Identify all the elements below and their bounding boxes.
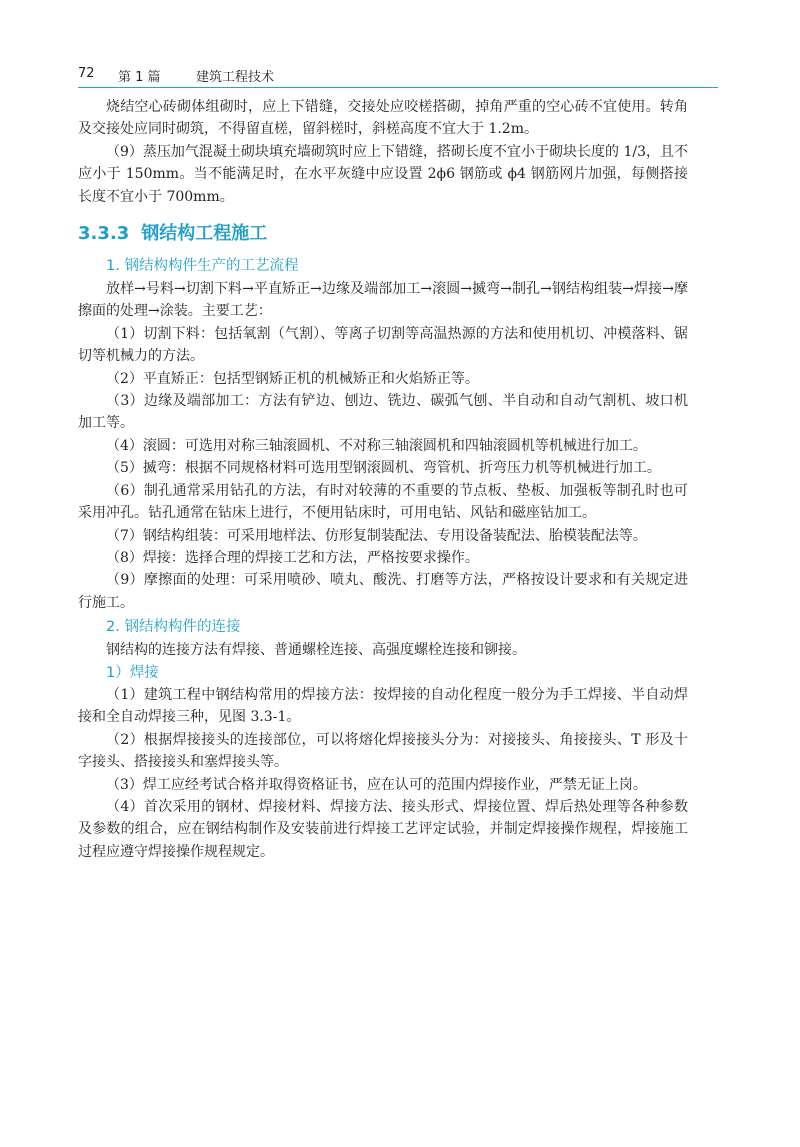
body-paragraph: （1）建筑工程中钢结构常用的焊接方法：按焊接的自动化程度一般分为手工焊接、半自动焊接和全自动焊接三种，见图 3.3-1。 <box>78 686 688 726</box>
subsubsection-heading: 1）焊接 <box>106 664 159 681</box>
body-paragraph: （4）首次采用的钢材、焊接材料、焊接方法、接头形式、焊接位置、焊后热处理等各种参数及参数的组合，应在钢结构制作及安装前进行焊接工艺评定试验，并制定焊接操作规程，焊接施工过程应遵守焊接操作规程规定。 <box>78 798 688 860</box>
body-paragraph: （7）钢结构组装：可采用地样法、仿形复制装配法、专用设备装配法、胎模装配法等。 <box>106 527 647 544</box>
part-label: 第 1 篇 <box>118 70 161 85</box>
body-paragraph: 放样→号料→切割下料→平直矫正→边缘及端部加工→滚圆→揻弯→制孔→钢结构组装→焊接→摩擦面的处理→涂装。主要工艺： <box>78 281 688 320</box>
section-title: 钢结构工程施工 <box>141 223 268 245</box>
body-paragraph: （2）平直矫正：包括型钢矫正机的机械矫正和火焰矫正等。 <box>106 370 479 387</box>
page-body <box>78 96 688 863</box>
body-paragraph: （2）根据焊接接头的连接部位，可以将熔化焊接接头分为：对接接头、角接接头、T 形及十字接头、搭接接头和塞焊接头等。 <box>78 731 688 771</box>
body-paragraph: （1）切割下料：包括氧割（气割）、等离子切割等高温热源的方法和使用机切、冲模落料、锯切等机械力的方法。 <box>78 325 688 365</box>
section-heading <box>78 222 688 246</box>
subsection-heading: 1. 钢结构构件生产的工艺流程 <box>106 258 299 275</box>
body-paragraph: （9）摩擦面的处理：可采用喷砂、喷丸、酸洗、打磨等方法，严格按设计要求和有关规定进行施工。 <box>78 572 688 611</box>
body-paragraph: 钢结构的连接方法有焊接、普通螺栓连接、高强度螺栓连接和铆接。 <box>106 642 526 659</box>
body-paragraph: （3）边缘及端部加工：方法有铲边、刨边、铣边、碳弧气刨、半自动和自动气割机、坡口机加工等。 <box>78 393 688 432</box>
header-rule <box>78 87 718 88</box>
body-paragraph: 烧结空心砖砌体组砌时，应上下错缝，交接处应咬槎搭砌，掉角严重的空心砖不宜使用。转角及交接处应同时砌筑，不得留直槎，留斜槎时，斜槎高度不宜大于 1.2m。 <box>78 99 688 138</box>
page-number: 72 <box>78 66 95 81</box>
body-paragraph: （9）蒸压加气混凝土砌块填充墙砌筑时应上下错缝，搭砌长度不宜小于砌块长度的 1/3，且不应小于 150mm。当不能满足时，在水平灰缝中应设置 2ϕ6 钢筋或 ϕ4 钢筋网片加强，每侧搭接长度不宜小于 700mm。 <box>78 143 688 205</box>
body-paragraph: （3）焊工应经考试合格并取得资格证书，应在认可的范围内焊接作业，严禁无证上岗。 <box>106 776 647 793</box>
section-number: 3.3.3 <box>78 223 130 245</box>
body-paragraph: （5）揻弯：根据不同规格材料可选用型钢滚圆机、弯管机、折弯压力机等机械进行加工。 <box>106 460 661 477</box>
body-paragraph: （6）制孔通常采用钻孔的方法，有时对较薄的不重要的节点板、垫板、加强板等制孔时也可采用冲孔。钻孔通常在钻床上进行，不便用钻床时，可用电钻、风钻和磁座钻加工。 <box>78 482 688 522</box>
subsection-heading: 2. 钢结构构件的连接 <box>106 619 241 636</box>
body-paragraph: （8）焊接：选择合理的焊接工艺和方法，严格按要求操作。 <box>106 549 479 566</box>
book-title: 建筑工程技术 <box>196 70 275 85</box>
running-header <box>78 64 718 86</box>
body-paragraph: （4）滚圆：可选用对称三轴滚圆机、不对称三轴滚圆机和四轴滚圆机等机械进行加工。 <box>106 437 647 454</box>
